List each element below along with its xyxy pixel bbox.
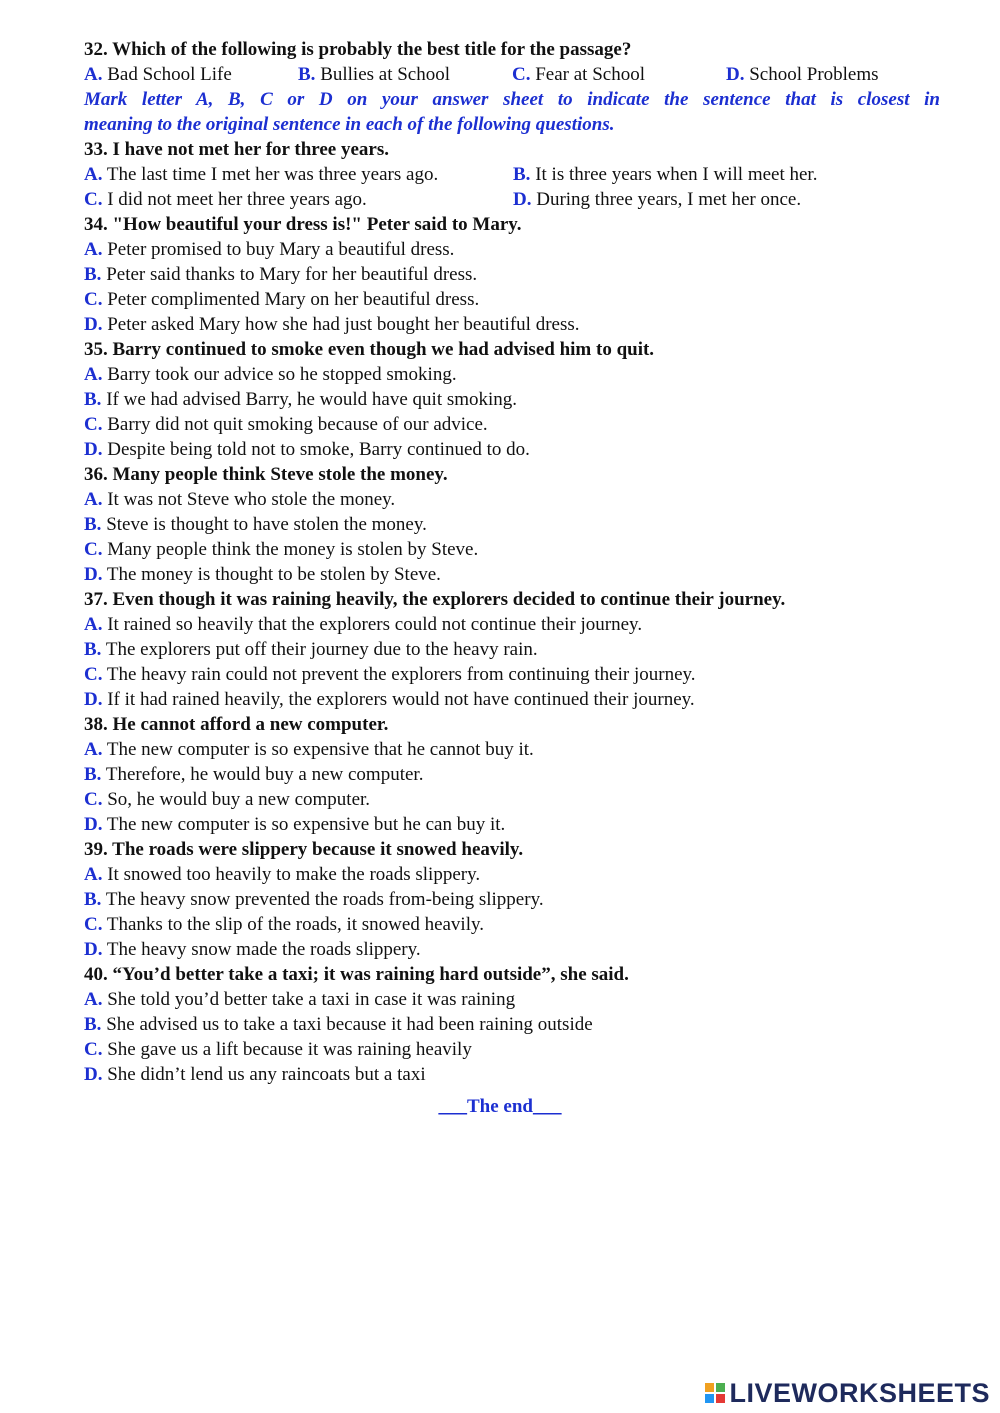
question-32: 32. Which of the following is probably the best title for the passage? [84, 39, 632, 60]
question-block-37 [84, 587, 940, 712]
liveworksheets-logo [705, 1376, 990, 1410]
worksheet-page [84, 37, 940, 1087]
option-a[interactable]: A. It was not Steve who stole the money. [84, 489, 396, 510]
question-37: 37. Even though it was raining heavily, the explorers decided to continue their journey. [84, 589, 786, 610]
option-a[interactable]: A. The last time I met her was three years ago. [84, 164, 439, 185]
option-c[interactable]: C. Thanks to the slip of the roads, it snowed heavily. [84, 914, 485, 935]
option-c[interactable]: C. Many people think the money is stolen by Steve. [84, 539, 479, 560]
instruction-line-2: meaning to the original sentence in each of the following questions. [84, 114, 615, 135]
option-d[interactable]: D. The money is thought to be stolen by Steve. [84, 564, 441, 585]
the-end-marker: ___The end___ [438, 1096, 562, 1117]
option-b[interactable]: B. Bullies at School [298, 64, 451, 85]
option-a[interactable]: A. Peter promised to buy Mary a beautiful dress. [84, 239, 455, 260]
option-a[interactable]: A. She told you’d better take a taxi in case it was raining [84, 989, 516, 1010]
question-36: 36. Many people think Steve stole the money. [84, 464, 448, 485]
option-d[interactable]: D. During three years, I met her once. [513, 189, 802, 210]
question-38: 38. He cannot afford a new computer. [84, 714, 389, 735]
question-33: 33. I have not met her for three years. [84, 139, 389, 160]
option-b[interactable]: B. If we had advised Barry, he would have quit smoking. [84, 389, 518, 410]
option-d[interactable]: D. If it had rained heavily, the explorers would not have continued their journey. [84, 689, 695, 710]
instruction-line-1: Mark letter A, B, C or D on your answer sheet to indicate the sentence that is closest in [84, 89, 940, 110]
option-a[interactable]: A. It snowed too heavily to make the roads slippery. [84, 864, 481, 885]
question-block-34 [84, 212, 940, 337]
option-c[interactable]: C. So, he would buy a new computer. [84, 789, 371, 810]
option-c[interactable]: C. Fear at School [512, 64, 645, 85]
option-d[interactable]: D. Despite being told not to smoke, Barry continued to do. [84, 439, 530, 460]
question-block-35 [84, 337, 940, 462]
question-block-40 [84, 962, 940, 1087]
option-c[interactable]: C. Barry did not quit smoking because of our advice. [84, 414, 488, 435]
option-c[interactable]: C. I did not meet her three years ago. [84, 189, 367, 210]
option-b[interactable]: B. She advised us to take a taxi because it had been raining outside [84, 1014, 593, 1035]
option-a[interactable]: A. The new computer is so expensive that he cannot buy it. [84, 739, 534, 760]
option-b[interactable]: B. It is three years when I will meet her. [513, 164, 818, 185]
logo-text: LIVEWORKSHEETS [729, 1377, 990, 1408]
option-d[interactable]: D. The heavy snow made the roads slippery. [84, 939, 421, 960]
option-b[interactable]: B. Steve is thought to have stolen the money. [84, 514, 427, 535]
q33-options-row-2 [84, 187, 940, 212]
question-block-36 [84, 462, 940, 587]
question-40: 40. “You’d better take a taxi; it was raining hard outside”, she said. [84, 964, 629, 985]
option-a[interactable]: A. It rained so heavily that the explorers could not continue their journey. [84, 614, 643, 635]
option-b[interactable]: B. The heavy snow prevented the roads from-being slippery. [84, 889, 544, 910]
option-a[interactable]: A. Barry took our advice so he stopped smoking. [84, 364, 457, 385]
option-c[interactable]: C. Peter complimented Mary on her beautiful dress. [84, 289, 480, 310]
option-b[interactable]: B. The explorers put off their journey due to the heavy rain. [84, 639, 538, 660]
option-d[interactable]: D. Peter asked Mary how she had just bought her beautiful dress. [84, 314, 580, 335]
option-a[interactable]: A. Bad School Life [84, 64, 232, 85]
q32-options [84, 62, 940, 87]
option-c[interactable]: C. She gave us a lift because it was raining heavily [84, 1039, 472, 1060]
question-34: 34. "How beautiful your dress is!" Peter said to Mary. [84, 214, 522, 235]
liveworksheets-logo-icon [705, 1383, 725, 1403]
option-b[interactable]: B. Therefore, he would buy a new computer. [84, 764, 424, 785]
q33-options-row-1 [84, 162, 940, 187]
option-b[interactable]: B. Peter said thanks to Mary for her beautiful dress. [84, 264, 478, 285]
question-39: 39. The roads were slippery because it snowed heavily. [84, 839, 524, 860]
option-d[interactable]: D. The new computer is so expensive but he can buy it. [84, 814, 506, 835]
option-c[interactable]: C. The heavy rain could not prevent the explorers from continuing their journey. [84, 664, 696, 685]
option-d[interactable]: D. School Problems [726, 64, 879, 85]
question-block-39 [84, 837, 940, 962]
option-d[interactable]: D. She didn’t lend us any raincoats but a taxi [84, 1064, 426, 1085]
question-35: 35. Barry continued to smoke even though we had advised him to quit. [84, 339, 655, 360]
question-block-38 [84, 712, 940, 837]
